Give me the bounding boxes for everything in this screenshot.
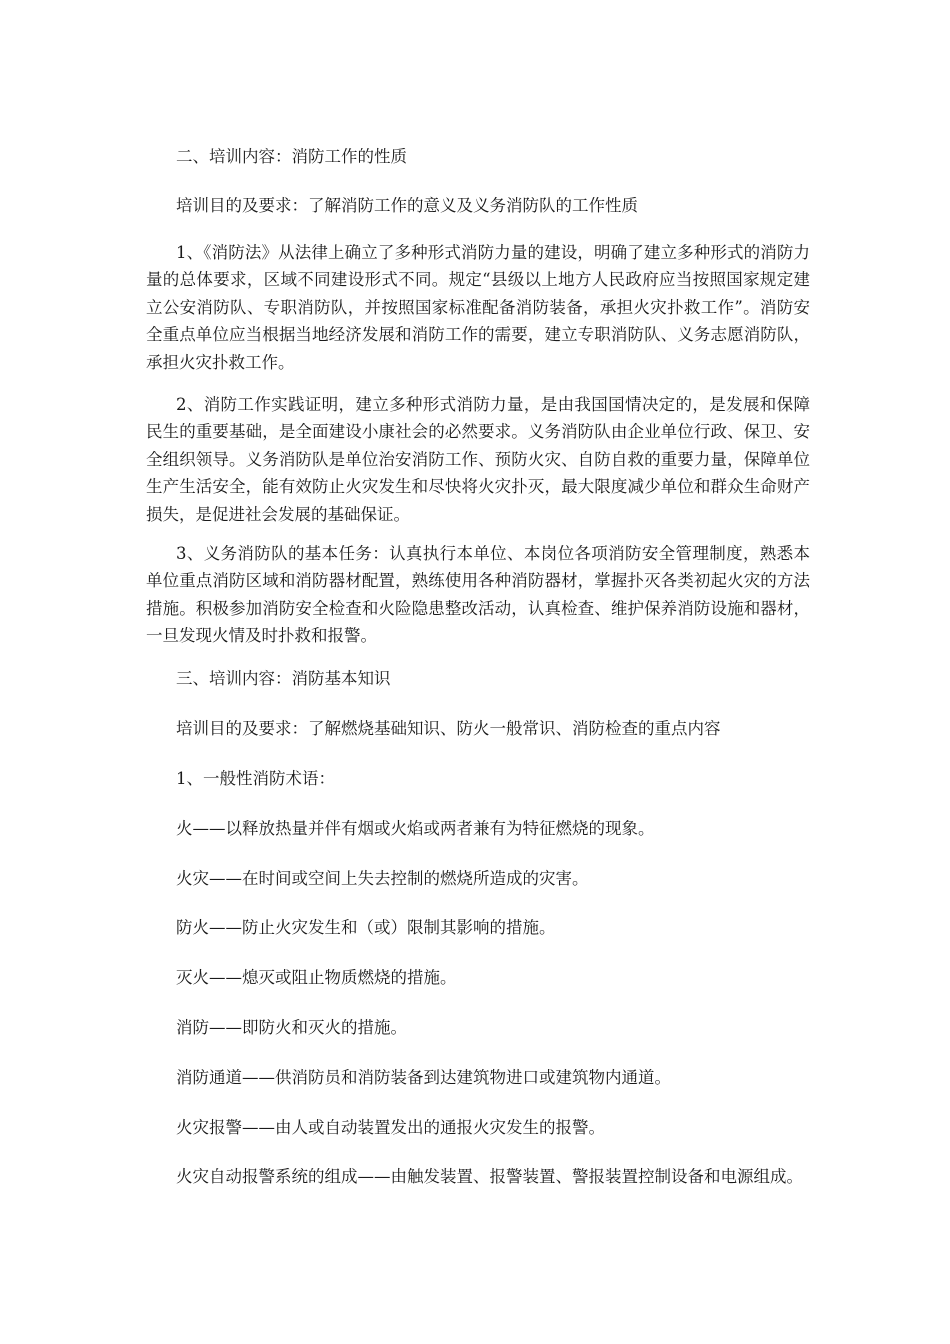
term-fire-protection: 消防——即防火和灭火的措施。 xyxy=(176,1018,407,1037)
term-fire: 火——以释放热量并伴有烟或火焰或两者兼有为特征燃烧的现象。 xyxy=(176,819,655,838)
term-automatic-alarm-system: 火灾自动报警系统的组成——由触发装置、报警装置、警报装置控制设备和电源组成。 xyxy=(176,1167,803,1186)
term-fire-disaster: 火灾——在时间或空间上失去控制的燃烧所造成的灾害。 xyxy=(176,869,589,888)
term-fire-extinguishing: 灭火——熄灭或阻止物质燃烧的措施。 xyxy=(176,968,457,987)
section2-paragraph-1: 1、《消防法》从法律上确立了多种形式消防力量的建设，明确了建立多种形式的消防力量的总体要求，区域不同建设形式不同。规定“县级以上地方人民政府应当按照国家规定建立公安消防队、专职消防队，并按照国家标准配备消防装备，承担火灾扑救工作”。消防安全重点单位应当根据当地经济发展和消防工作的需要，建立专职消防队、义务志愿消防队，承担火灾扑救工作。 xyxy=(146,243,810,372)
section2-objective: 培训目的及要求：了解消防工作的意义及义务消防队的工作性质 xyxy=(176,196,638,215)
section3-subheading: 1、一般性消防术语： xyxy=(176,769,335,788)
section3-objective: 培训目的及要求：了解燃烧基础知识、防火一般常识、消防检查的重点内容 xyxy=(176,719,721,738)
section2-paragraph-2: 2、消防工作实践证明，建立多种形式消防力量，是由我国国情决定的，是发展和保障民生的重要基础，是全面建设小康社会的必然要求。义务消防队由企业单位行政、保卫、安全组织领导。义务消防队是单位治安消防工作、预防火灾、自防自救的重要力量，保障单位生产生活安全，能有效防止火灾发生和尽快将火灾扑灭，最大限度减少单位和群众生命财产损失，是促进社会发展的基础保证。 xyxy=(146,395,810,524)
section2-paragraph-3: 3、义务消防队的基本任务：认真执行本单位、本岗位各项消防安全管理制度，熟悉本单位重点消防区域和消防器材配置，熟练使用各种消防器材，掌握扑灭各类初起火灾的方法措施。积极参加消防安全检查和火险隐患整改活动，认真检查、维护保养消防设施和器材，一旦发现火情及时扑救和报警。 xyxy=(146,544,810,646)
term-fire-prevention: 防火——防止火灾发生和（或）限制其影响的措施。 xyxy=(176,918,556,937)
term-fire-lane: 消防通道——供消防员和消防装备到达建筑物进口或建筑物内通道。 xyxy=(176,1068,671,1087)
section2-heading: 二、培训内容：消防工作的性质 xyxy=(176,147,407,166)
term-fire-alarm: 火灾报警——由人或自动装置发出的通报火灾发生的报警。 xyxy=(176,1118,605,1137)
section3-heading: 三、培训内容：消防基本知识 xyxy=(176,669,391,688)
